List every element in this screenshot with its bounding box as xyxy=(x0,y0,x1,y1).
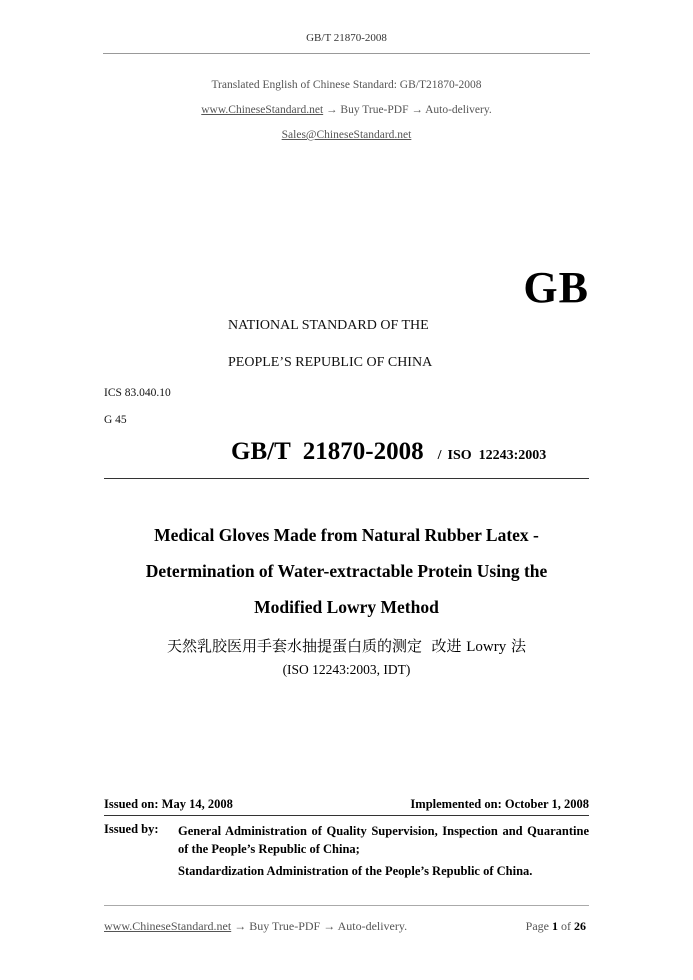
national-standard-line-1: NATIONAL STANDARD OF THE xyxy=(228,318,429,333)
page-label: Page xyxy=(525,919,549,933)
standard-number-line xyxy=(231,438,546,466)
translation-purchase-line xyxy=(0,104,693,116)
footer-purchase-note: → Buy True-PDF → Auto-delivery. xyxy=(234,919,408,933)
iso-number: ISO 12243:2003 xyxy=(447,448,547,463)
issued-on-date: Issued on: May 14, 2008 xyxy=(104,797,233,811)
chinese-title-text: 天然乳胶医用手套水抽提蛋白质的测定 改进 xyxy=(166,637,462,655)
footer-purchase-line xyxy=(104,919,407,934)
chinese-title xyxy=(0,635,693,656)
page-indicator xyxy=(526,919,586,934)
footer-divider xyxy=(104,905,589,906)
sales-email-link[interactable]: Sales@ChineseStandard.net xyxy=(281,129,412,141)
issue-divider xyxy=(104,815,589,816)
title-line-1: Medical Gloves Made from Natural Rubber Latex - xyxy=(154,525,539,545)
title-line-3: Modified Lowry Method xyxy=(254,597,439,617)
chinese-title-end: 法 xyxy=(511,637,527,655)
title-line-2: Determination of Water-extractable Protein Using the xyxy=(145,561,548,581)
gb-logo: GB xyxy=(523,263,589,312)
footer-site-link[interactable]: www.ChineseStandard.net xyxy=(104,919,232,933)
issued-by-authority-2: Standardization Administration of the People’s Republic of China. xyxy=(178,864,533,878)
ics-code: ICS 83.040.10 xyxy=(104,387,171,399)
page-of: of xyxy=(561,919,571,933)
standard-number-divider xyxy=(104,478,589,479)
idt-reference: (ISO 12243:2003, IDT) xyxy=(282,662,411,677)
ccs-code: G 45 xyxy=(104,414,127,426)
standard-number: GB/T 21870-2008 xyxy=(231,438,424,465)
issued-by-label: Issued by: xyxy=(104,822,159,836)
issued-by-authority-1: General Administration of Quality Supervision, Inspection and Quarantine of the People’s Republic of China; xyxy=(178,824,589,856)
national-standard-line-2: PEOPLE’S REPUBLIC OF CHINA xyxy=(228,355,433,370)
page-current: 1 xyxy=(552,919,558,933)
running-header: GB/T 21870-2008 xyxy=(306,32,387,44)
purchase-note: → Buy True-PDF → Auto-delivery. xyxy=(326,104,492,116)
iso-separator: / xyxy=(437,448,442,463)
header-divider xyxy=(103,53,590,54)
chinesestandard-link[interactable]: www.ChineseStandard.net xyxy=(201,104,324,116)
page-total: 26 xyxy=(574,919,586,933)
implemented-on-date: Implemented on: October 1, 2008 xyxy=(410,797,589,811)
translation-note: Translated English of Chinese Standard: GB/T21870-2008 xyxy=(211,79,482,91)
email-line xyxy=(0,129,693,141)
chinese-title-latin: Lowry xyxy=(466,639,507,655)
